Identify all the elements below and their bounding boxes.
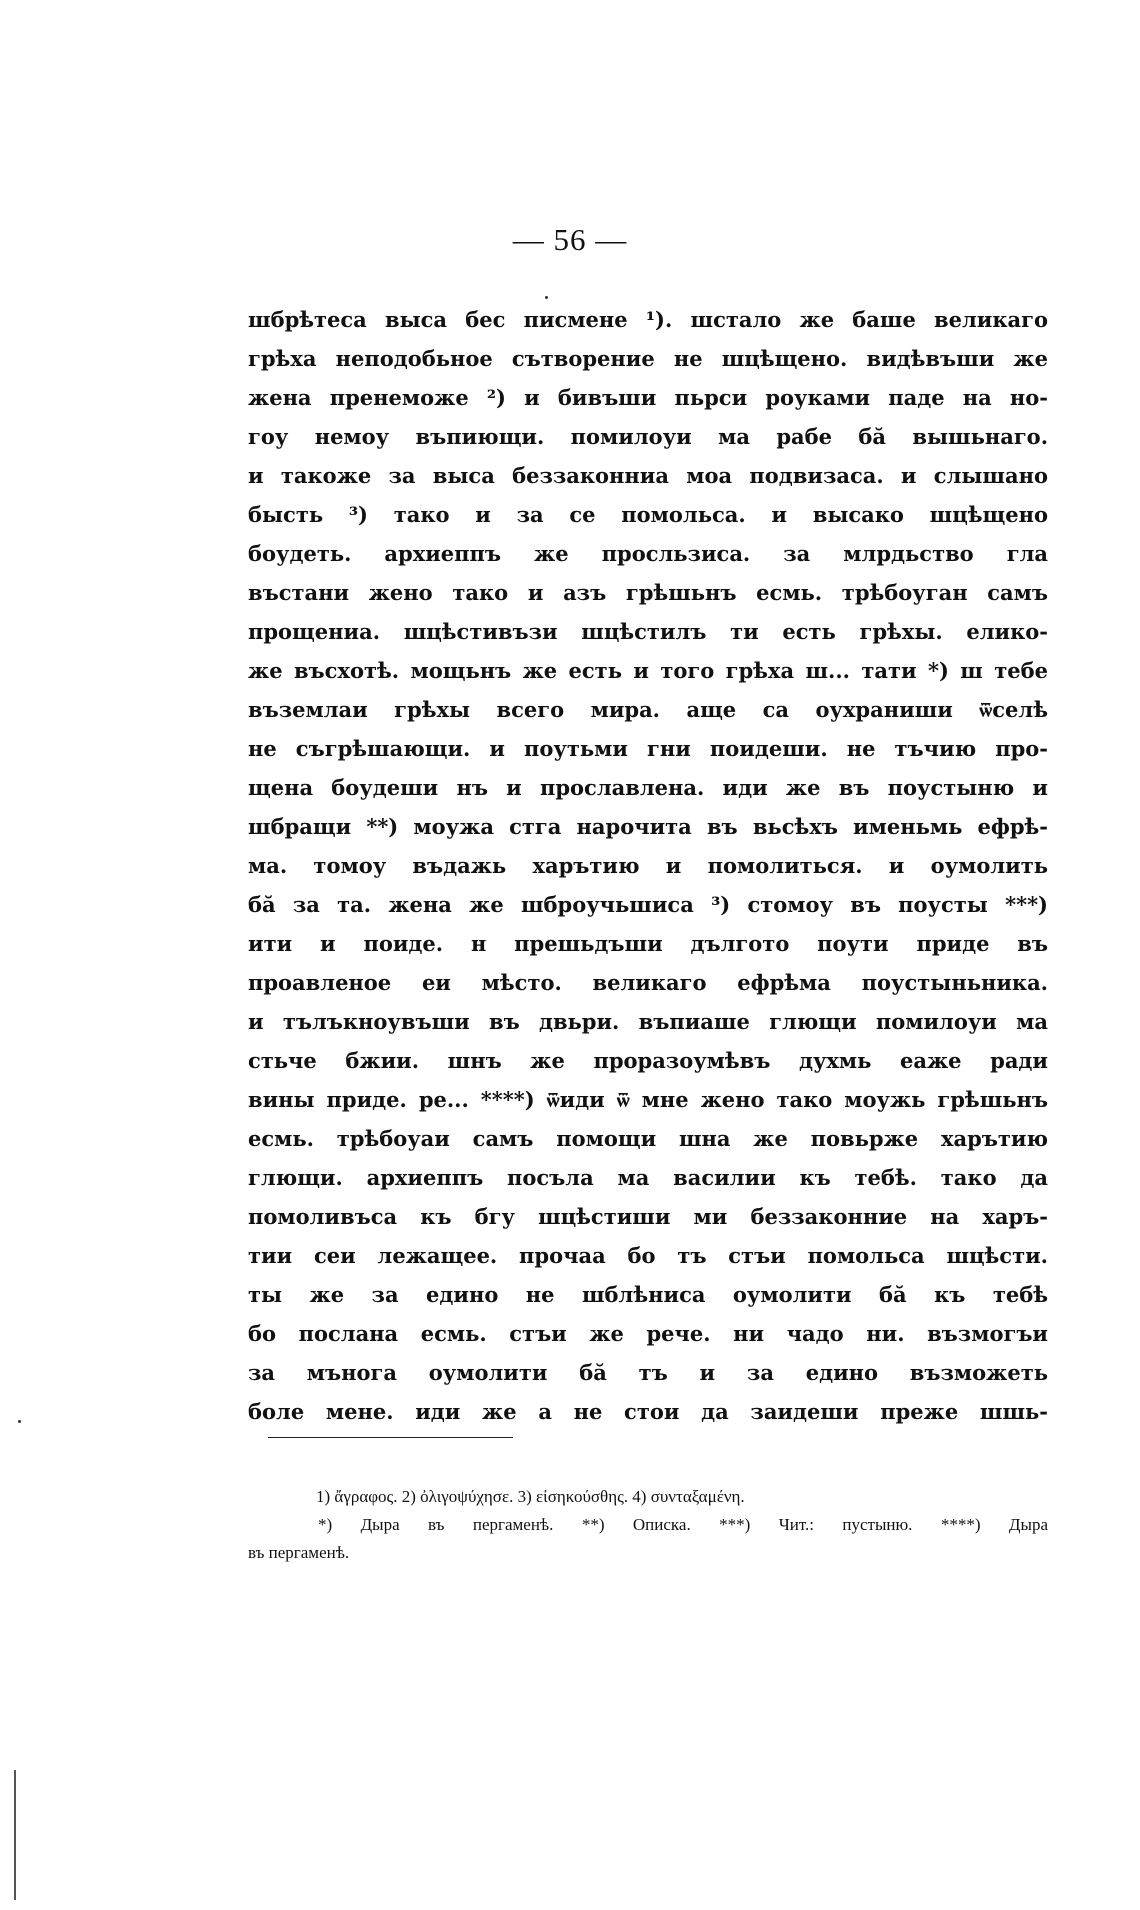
text-line: въземлаи грѣхы всего мира. аще са оухраниши ѿселѣ — [248, 697, 1048, 722]
footnote-greek-glosses: 1) ἄγραφος. 2) ὀλιγοψύχησε. 3) εἰσηκούσθης. 4) συνταξαμένη. — [316, 1487, 745, 1506]
text-line: бо послана есмь. стъи же рече. ни чадо ни. възмогъи — [248, 1321, 1048, 1346]
text-line: шбрѣтеса выса бес писмене ¹). шстало же баше великаго — [248, 307, 1048, 332]
page-edge-shadow — [14, 1770, 16, 1900]
body-text — [248, 300, 1048, 1431]
text-line: жена пренеможе ²) и бивъши пьрси роуками паде на но- — [248, 385, 1048, 410]
text-line: ма. томоу въдажь харътию и помолиться. и оумолить — [248, 853, 1048, 878]
text-line: есмь. трѣбоуаи самъ помощи шна же повьрже харътию — [248, 1126, 1048, 1151]
text-line: тии сеи лежащее. прочаа бо тъ стъи помольса шцѣсти. — [248, 1243, 1048, 1268]
text-line: помоливъса къ бгу шцѣстиши ми беззаконние на харъ- — [248, 1204, 1048, 1229]
footnotes — [248, 1483, 1048, 1567]
footnote-editorial-notes: *) Дыра въ пергаменѣ. **) Описка. ***) Чит.: пустыню. ****) Дыра — [318, 1515, 1048, 1534]
text-line: боле мене. иди же а не стои да заидеши преже шшь- — [248, 1399, 1048, 1424]
text-line: же въсхотѣ. мощьнъ же есть и того грѣха ш... тати *) ш тебе — [248, 658, 1048, 683]
text-line: гоу немоу въпиющи. помилоуи ма рабе бӑ вышьнаго. — [248, 424, 1048, 449]
text-line: ты же за едино не шблѣниса оумолити бӑ къ тебѣ — [248, 1282, 1048, 1307]
print-speck — [18, 1420, 21, 1423]
text-line: и такоже за выса беззаконниа моа подвизаса. и слышано — [248, 463, 1048, 488]
text-line: въстани жено тако и азъ грѣшьнъ есмь. трѣбоуган самъ — [248, 580, 1048, 605]
text-line: бысть ³) тако и за се помольса. и высако шцѣщено — [248, 502, 1048, 527]
text-line: стьче бжии. шнъ же проразоумѣвъ духмь еаже ради — [248, 1048, 1048, 1073]
text-line: не съгрѣшающи. и поутьми гни поидеши. не тъчию про- — [248, 736, 1048, 761]
text-line: боудеть. архиеппъ же просльзиса. за млрдьство гла — [248, 541, 1048, 566]
text-line: и тълъкноувъши въ двьри. въпиаше глющи помилоуи ма — [248, 1009, 1048, 1034]
text-line: глющи. архиеппъ посъла ма василии къ тебѣ. тако да — [248, 1165, 1048, 1190]
text-line: проавленое еи мѣсто. великаго ефрѣма поустыньника. — [248, 970, 1048, 995]
print-speck — [545, 296, 548, 299]
text-line: вины приде. ре... ****) ѿиди ѿ мне жено тако моужь грѣшьнъ — [248, 1087, 1048, 1112]
page-number: — 56 — — [512, 222, 628, 257]
text-line: щена боудеши нъ и прославлена. иди же въ поустыню и — [248, 775, 1048, 800]
text-line: грѣха неподобьное сътворение не шцѣщено. видѣвъши же — [248, 346, 1048, 371]
text-line: прощениа. шцѣстивъзи шцѣстилъ ти есть грѣхы. елико- — [248, 619, 1048, 644]
footnote-separator-rule — [268, 1437, 513, 1438]
text-line: ити и поиде. н прешьдъши дългото поути приде въ — [248, 931, 1048, 956]
text-line: шбращи **) моужа стга нарочита въ вьсѣхъ именьмь ефрѣ- — [248, 814, 1048, 839]
text-line: бӑ за та. жена же шброучьшиса ³) стомоу въ поусты ***) — [248, 892, 1048, 917]
text-line: за мънога оумолити бӑ тъ и за едино възможеть — [248, 1360, 1048, 1385]
footnote-editorial-notes-continued: въ пергаменѣ. — [248, 1543, 350, 1562]
